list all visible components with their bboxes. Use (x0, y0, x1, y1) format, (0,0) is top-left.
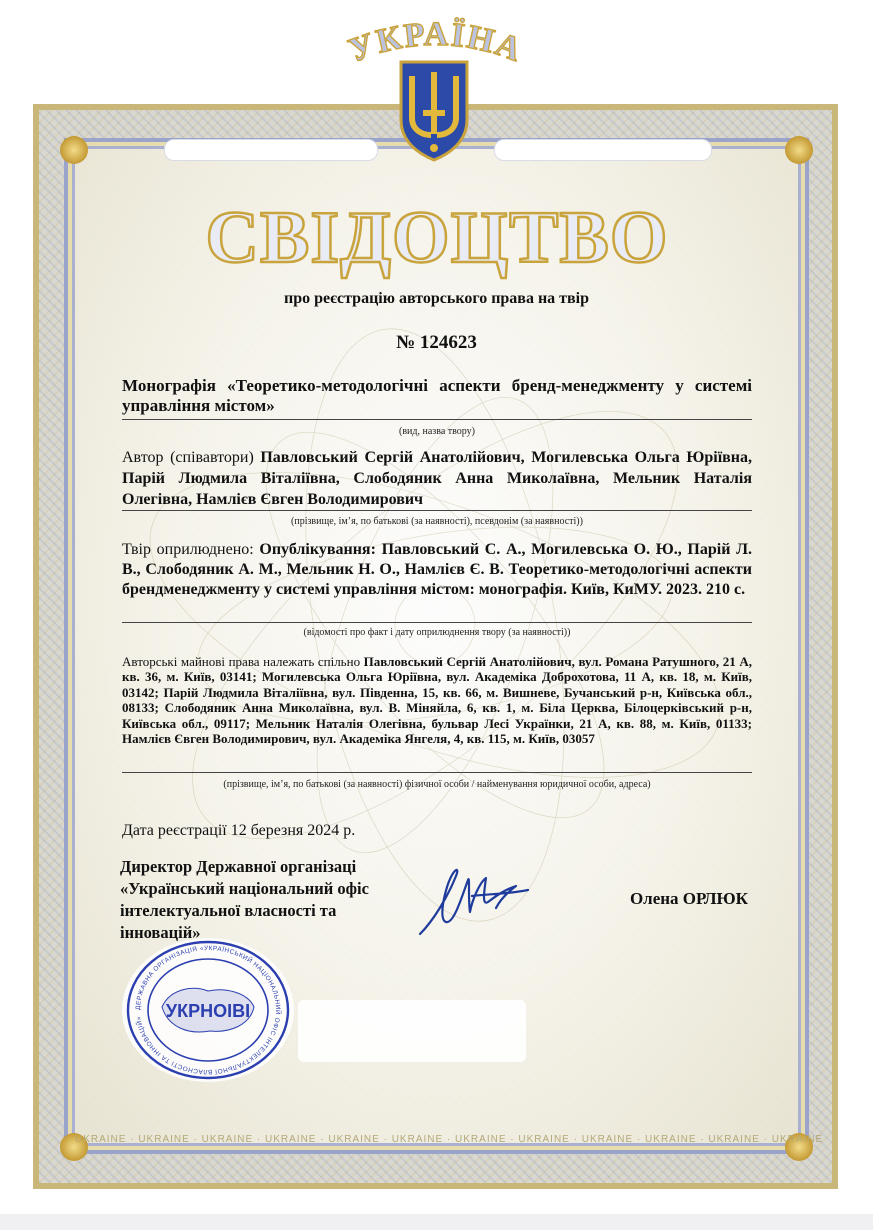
official-seal (118, 935, 298, 1085)
seal-ring-text: ДЕРЖАВНА ОРГАНІЗАЦІЯ «УКРАЇНСЬКИЙ НАЦІОНАЛЬНИЙ ОФІС ІНТЕЛЕКТУАЛЬНОЇ ВЛАСНОСТІ ТА ІННОВАЦІЙ» (134, 944, 282, 1076)
header-ribbon-right (494, 139, 712, 161)
authors-caption: (прізвище, ім’я, по батькові (за наявності), псевдонім (за наявності)) (291, 516, 583, 527)
header-ribbon-left (164, 139, 378, 161)
publication-value: Опублікування: Павловський С. А., Могилевська О. Ю., Парій Л. В., Слободяник А. М., Мельник Н. О., Намлієв Є. В. Теоретико-методологічні аспекти брендменеджменту у системі управління містом: монографія. Київ, КиМУ. 2023. 210 с. (122, 541, 753, 598)
director-name: Олена ОРЛЮК (629, 889, 748, 908)
work-caption: (вид, назва твору) (399, 426, 475, 437)
corner-ornament (785, 136, 813, 164)
publication-field (122, 540, 752, 600)
divider (122, 510, 752, 511)
divider (122, 772, 752, 773)
registration-date: Дата реєстрації 12 березня 2024 р. (122, 822, 356, 839)
bottom-edge (0, 1214, 873, 1230)
country-name: УКРАЇНА (344, 15, 528, 70)
seal-center-text: УКРНОІВІ (165, 1001, 251, 1021)
border-repeat-text: UKRAINE · UKRAINE · UKRAINE · UKRAINE · UKRAINE · UKRAINE · UKRAINE · UKRAINE · UKRAINE · UKRAINE · UKRAINE · UKRAINE (75, 1134, 824, 1145)
owners-value: Павловський Сергій Анатолійович, вул. Романа Ратушного, 21 А, кв. 36, м. Київ, 03141; Могилевська Ольга Юріївна, вул. Академіка Доброхотова, 11 А, кв. 18, м. Київ, 03142; Парій Людмила Віталіївна, вул. Південна, 15, кв. 66, м. Вишневе, Бучанський р-н, Київська обл., 08133; Слободяник Анна Миколаївна, вул. В. Міняйла, 6, кв. 1, м. Біла Церква, Білоцерківський р-н, Київська обл., 09117; Мельник Наталія Олегівна, бульвар Лесі Українки, 21 А, кв. 88, м. Київ, 01133; Намлієв Євген Володимирович, вул. Академіка Янгеля, 4, кв. 115, м. Київ, 03057 (122, 654, 753, 747)
certificate-number: № 124623 (396, 332, 477, 353)
divider (122, 622, 752, 623)
divider (122, 419, 752, 420)
work-title: Монографія «Теоретико-методологічні аспекти бренд-менеджменту у системі управління містом» (122, 376, 752, 415)
owners-field (122, 654, 752, 746)
authors-field (122, 447, 752, 510)
director-position: Директор Державної організаці «Український національний офіс інтелектуальної власності та інновацій» (120, 857, 369, 942)
publication-caption: (відомості про факт і дату оприлюднення твору (за наявності)) (303, 627, 571, 638)
redacted-area (298, 1000, 526, 1062)
owners-caption: (прізвище, ім’я, по батькові (за наявності) фізичної особи / найменування юридичної особи, адреса) (223, 779, 651, 790)
publication-label: Твір оприлюднено: (122, 541, 254, 558)
certificate-subtitle: про реєстрацію авторського права на твір (283, 290, 590, 307)
trident-emblem-icon (397, 58, 471, 162)
owners-label: Авторські майнові права належать спільно (122, 654, 361, 669)
authors-value: Павловський Сергій Анатолійович, Могилевська Ольга Юріївна, Парій Людмила Віталіївна, Слободяник Анна Миколаївна, Мельник Наталія Олегівна, Намлієв Євген Володимирович (122, 449, 752, 508)
signature-icon (412, 856, 542, 946)
document-title (205, 190, 669, 280)
corner-ornament (60, 136, 88, 164)
title-text: СВІДОЦТВО (205, 197, 669, 279)
authors-label: Автор (співавтори) (122, 449, 254, 466)
